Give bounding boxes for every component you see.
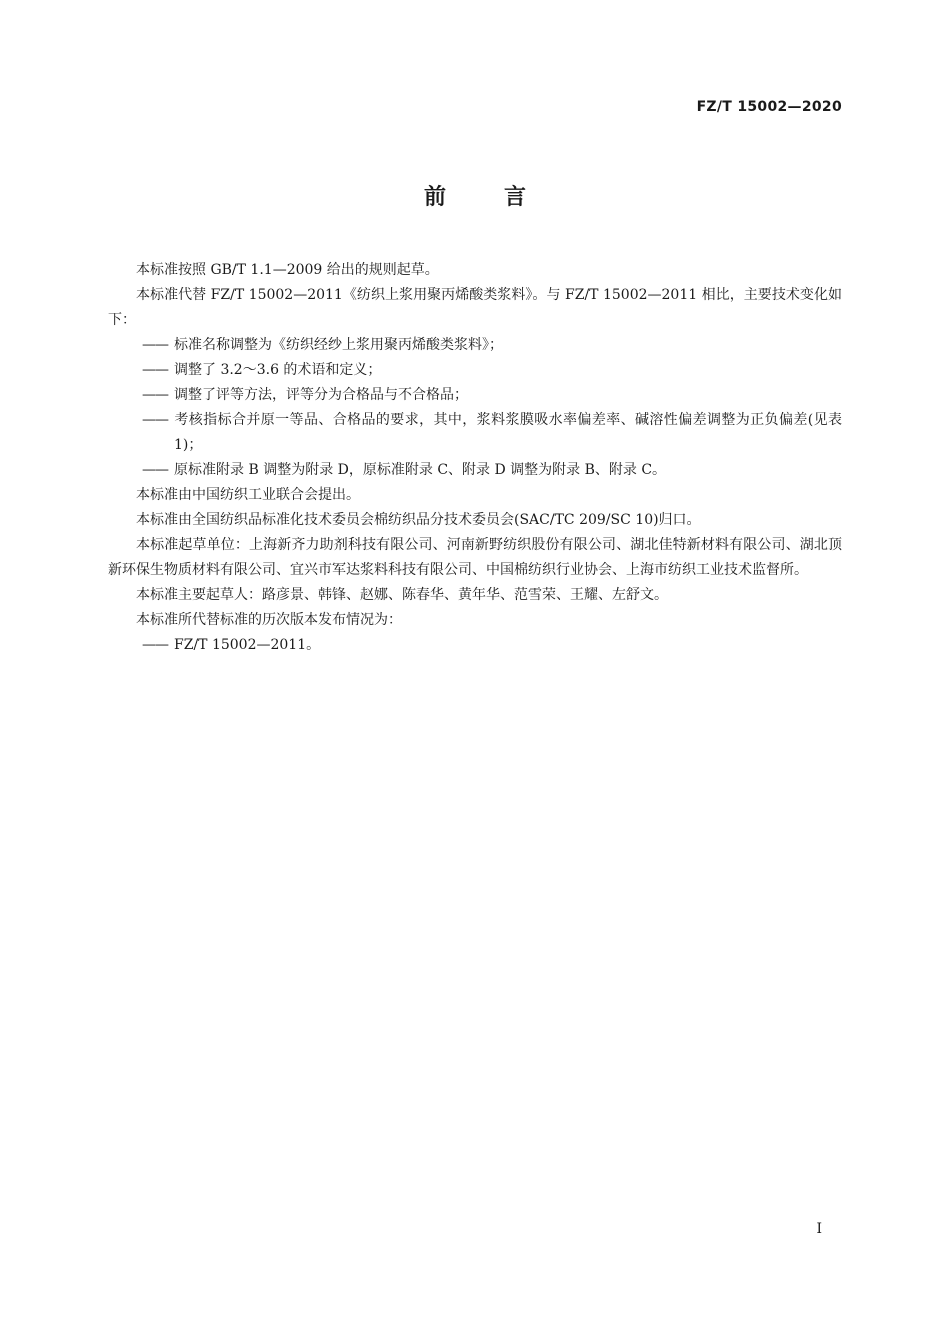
page-title: 前言	[423, 185, 584, 210]
list-item	[108, 358, 842, 383]
dash-marker: ——	[142, 337, 168, 353]
paragraph-drafting-units: 本标准起草单位：上海新齐力助剂科技有限公司、河南新野纺织股份有限公司、湖北佳特新材料有限公司、湖北顶新环保生物质材料有限公司、宜兴市军达浆料科技有限公司、中国棉纺织行业协会、上海市纺织工业技术监督所。	[108, 537, 842, 578]
paragraph-drafting-rules: 本标准按照 GB/T 1.1—2009 给出的规则起草。	[136, 262, 439, 278]
list-item-text: 调整了 3.2～3.6 的术语和定义；	[174, 362, 382, 378]
list-item	[108, 633, 842, 658]
list-item	[108, 408, 842, 458]
dash-marker: ——	[142, 412, 168, 428]
list-item-text: 标准名称调整为《纺织经纱上浆用聚丙烯酸类浆料》；	[174, 337, 503, 353]
paragraph-history-intro: 本标准所代替标准的历次版本发布情况为：	[136, 612, 402, 628]
dash-marker: ——	[142, 462, 168, 478]
list-item	[108, 383, 842, 408]
list-item	[108, 458, 842, 483]
list-item-text: 调整了评等方法，评等分为合格品与不合格品；	[174, 387, 468, 403]
history-version: FZ/T 15002—2011。	[174, 637, 321, 653]
page-number: I	[816, 1221, 822, 1237]
list-item	[108, 333, 842, 358]
dash-marker: ——	[142, 637, 168, 653]
standard-code: FZ/T 15002—2020	[696, 99, 842, 115]
paragraph-drafters: 本标准主要起草人：路彦景、韩锋、赵娜、陈春华、黄年华、范雪荣、王耀、左舒文。	[136, 587, 668, 603]
paragraph-proposer: 本标准由中国纺织工业联合会提出。	[136, 487, 360, 503]
preface-content	[108, 258, 842, 658]
dash-marker: ——	[142, 387, 168, 403]
dash-marker: ——	[142, 362, 168, 378]
paragraph-replacement: 本标准代替 FZ/T 15002—2011《纺织上浆用聚丙烯酸类浆料》。与 FZ/T 15002—2011 相比，主要技术变化如下：	[108, 287, 842, 328]
paragraph-committee: 本标准由全国纺织品标准化技术委员会棉纺织品分技术委员会(SAC/TC 209/SC 10)归口。	[136, 512, 701, 528]
list-item-text: 原标准附录 B 调整为附录 D，原标准附录 C、附录 D 调整为附录 B、附录 C。	[174, 462, 667, 478]
list-item-text: 考核指标合并原一等品、合格品的要求，其中，浆料浆膜吸水率偏差率、碱溶性偏差调整为正负偏差(见表 1)；	[174, 412, 842, 453]
